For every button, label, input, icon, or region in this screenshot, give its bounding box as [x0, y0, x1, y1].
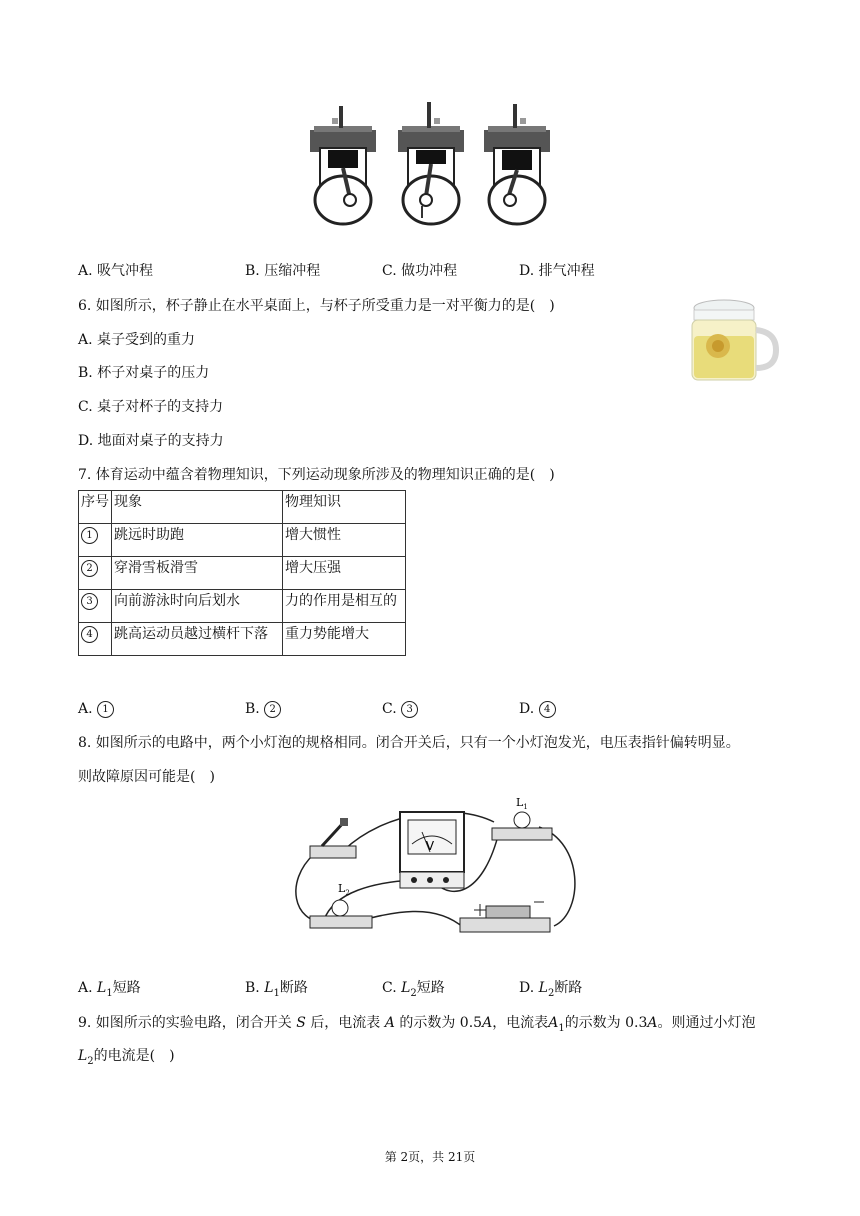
table-cell: 穿滑雪板滑雪 [112, 557, 283, 590]
table-row [79, 623, 406, 656]
circled-number: 3 [401, 701, 418, 718]
option-letter: B. [245, 701, 260, 717]
q7-option-b [245, 699, 281, 719]
option-text: 断路 [279, 980, 308, 996]
option-letter: B. [245, 980, 260, 996]
option-text: 短路 [112, 980, 141, 996]
q8-stem-line2: 则故障原因可能是( ) [78, 769, 215, 785]
circled-number: 2 [81, 560, 98, 577]
unit-a: A [647, 1015, 658, 1031]
voltmeter-icon [400, 812, 464, 888]
q8-option-a [78, 978, 141, 1004]
q7-physics-table [78, 490, 406, 656]
circled-number: 2 [264, 701, 281, 718]
engine-diagram-1 [310, 106, 376, 224]
table-header-cell: 物理知识 [283, 491, 406, 524]
option-text: 断路 [554, 980, 583, 996]
q6-option-b: B. 杯子对桌子的压力 [78, 365, 210, 381]
var-s: S [296, 1015, 306, 1031]
switch-icon [310, 818, 356, 858]
lamp-l1-icon [492, 796, 552, 840]
q6-option-d: D. 地面对桌子的支持力 [78, 433, 224, 449]
option-variable: $L_1$ [97, 980, 113, 999]
option-letter: A. [78, 701, 93, 717]
table-cell: 跳高运动员越过横杆下落 [112, 623, 283, 656]
q8-option-d [519, 978, 582, 1004]
q5-option-a: A. 吸气冲程 [78, 263, 154, 279]
option-variable: $L_2$ [401, 980, 417, 999]
battery-icon [460, 902, 550, 932]
circled-number: 4 [81, 626, 98, 643]
table-row [79, 590, 406, 623]
option-text: 短路 [416, 980, 445, 996]
circled-number: 1 [97, 701, 114, 718]
var-l2: $L_2$ [78, 1048, 94, 1067]
option-variable: $L_1$ [264, 980, 280, 999]
circled-number: 4 [539, 701, 556, 718]
option-letter: D. [519, 980, 535, 996]
unit-a: A [482, 1015, 493, 1031]
table-header-cell: 序号 [79, 491, 112, 524]
table-cell-index [79, 524, 112, 557]
q5-option-c: C. 做功冲程 [382, 263, 458, 279]
table-row [79, 524, 406, 557]
option-variable: $L_2$ [538, 980, 555, 999]
engine-diagram-2 [398, 102, 464, 224]
table-cell: 重力势能增大 [283, 623, 406, 656]
table-cell: 跳远时助跑 [112, 524, 283, 557]
lamp-l2-label: $L_2$ [338, 882, 350, 897]
tea-cup-image [682, 294, 782, 386]
option-letter: C. [382, 701, 397, 717]
table-row [79, 557, 406, 590]
table-cell: 增大惯性 [283, 524, 406, 557]
engine-strokes-figure [300, 100, 560, 228]
lamp-l1-label: $L_1$ [516, 796, 528, 811]
q9-stem-line2: $L_2$的电流是( ) [78, 1048, 175, 1067]
circled-number: 3 [81, 593, 98, 610]
table-cell: 向前游泳时向后划水 [112, 590, 283, 623]
var-a: A [384, 1015, 395, 1031]
table-header-cell: 现象 [112, 491, 283, 524]
circuit-figure [284, 792, 580, 942]
option-letter: A. [78, 980, 93, 996]
q7-option-a [78, 699, 114, 719]
q7-stem: 7. 体育运动中蕴含着物理知识，下列运动现象所涉及的物理知识正确的是( ) [78, 467, 555, 483]
table-cell: 力的作用是相互的 [283, 590, 406, 623]
q9-stem-line1: 9. 如图所示的实验电路，闭合开关 S 后，电流表 A 的示数为 0.5A，电流表$A_1$的示数为 0.3A。则通过小灯泡 [78, 1015, 756, 1034]
q8-stem-line1: 8. 如图所示的电路中，两个小灯泡的规格相同。闭合开关后，只有一个小灯泡发光，电压表指针偏转明显。 [78, 735, 740, 751]
q6-stem: 6. 如图所示，杯子静止在水平桌面上，与杯子所受重力是一对平衡力的是( ) [78, 298, 555, 314]
option-letter: D. [519, 701, 535, 717]
q5-option-b: B. 压缩冲程 [245, 263, 321, 279]
q5-option-d: D. 排气冲程 [519, 263, 595, 279]
table-cell: 增大压强 [283, 557, 406, 590]
voltmeter-label: V [425, 839, 435, 853]
q6-option-c: C. 桌子对杯子的支持力 [78, 399, 224, 415]
var-a1: $A_1$ [548, 1015, 565, 1034]
circled-number: 1 [81, 527, 98, 544]
q6-option-a: A. 桌子受到的重力 [78, 332, 196, 348]
q7-option-d [519, 699, 556, 719]
table-cell-index [79, 557, 112, 590]
engine-diagram-3 [484, 104, 550, 224]
table-header-row [79, 491, 406, 524]
q8-option-b [245, 978, 308, 1004]
q7-option-c [382, 699, 418, 719]
q8-option-c [382, 978, 445, 1004]
table-cell-index [79, 590, 112, 623]
table-cell-index [79, 623, 112, 656]
option-letter: C. [382, 980, 397, 996]
page-footer: 第 2页，共 21页 [384, 1150, 476, 1164]
